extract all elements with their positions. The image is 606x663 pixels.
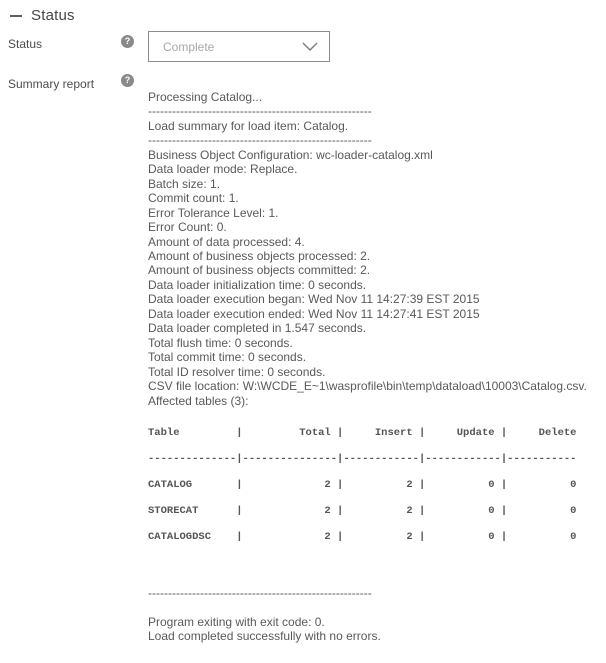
log-line: Total flush time: 0 seconds. — [148, 335, 293, 350]
log-line — [148, 600, 598, 614]
collapse-minus-icon[interactable] — [10, 15, 22, 17]
table-line: CATALOG | 2 | 2 | 0 | 0 — [148, 478, 577, 491]
log-line: Error Count: 0. — [148, 220, 227, 235]
status-dropdown[interactable] — [148, 31, 330, 62]
log-line: CSV file location: W:\WCDE_E~1\wasprofile\bin\temp\dataload\10003\Catalog.csv. — [148, 379, 587, 394]
log-line: Data loader initialization time: 0 seconds. — [148, 277, 367, 292]
log-line: Amount of business objects processed: 2. — [148, 248, 371, 263]
table-line: --------------|---------------|------------|------------|----------- — [148, 452, 577, 465]
log-line: Batch size: 1. — [148, 176, 221, 191]
log-line: Processing Catalog... — [148, 90, 263, 104]
log-line: Load summary for load item: Catalog. — [148, 118, 349, 133]
status-field-label: Status — [8, 37, 43, 51]
status-section-header[interactable] — [10, 7, 75, 24]
log-line: -------------------------------------------------------- — [148, 133, 372, 148]
table-line: Table | Total | Insert | Update | Delete — [148, 426, 577, 439]
status-dropdown-value: Complete — [163, 39, 215, 54]
log-line: Program exiting with exit code: 0. — [148, 614, 325, 629]
log-line: Data loader completed in 1.547 seconds. — [148, 321, 367, 336]
log-tail-lines — [148, 586, 598, 644]
table-line: STORECAT | 2 | 2 | 0 | 0 — [148, 504, 577, 517]
log-line: Affected tables (3): — [148, 393, 249, 408]
status-help-icon[interactable]: ? — [121, 35, 134, 48]
summary-report-log — [148, 90, 598, 644]
affected-tables-table — [148, 420, 598, 550]
log-line: Load completed successfully with no errors. — [148, 629, 381, 644]
log-line: Total ID resolver time: 0 seconds. — [148, 364, 326, 379]
summary-report-help-icon[interactable]: ? — [121, 74, 134, 87]
log-line: Total commit time: 0 seconds. — [148, 350, 307, 365]
log-line: Data loader execution ended: Wed Nov 11 14:27:41 EST 2015 — [148, 306, 480, 321]
log-line: Amount of business objects committed: 2. — [148, 263, 371, 278]
summary-report-label: Summary report — [8, 77, 95, 91]
log-line: Data loader mode: Replace. — [148, 162, 298, 177]
log-line: Data loader execution began: Wed Nov 11 14:27:39 EST 2015 — [148, 292, 480, 307]
log-line: Amount of data processed: 4. — [148, 234, 305, 249]
log-line: Business Object Configuration: wc-loader-catalog.xml — [148, 147, 433, 162]
log-line: -------------------------------------------------------- — [148, 104, 372, 119]
chevron-down-icon — [302, 42, 318, 51]
table-line: CATALOGDSC | 2 | 2 | 0 | 0 — [148, 530, 577, 543]
log-line: -------------------------------------------------------- — [148, 585, 372, 600]
log-lines — [148, 90, 598, 408]
log-line: Error Tolerance Level: 1. — [148, 205, 279, 220]
log-line: Commit count: 1. — [148, 191, 239, 206]
section-title: Status — [31, 7, 75, 24]
